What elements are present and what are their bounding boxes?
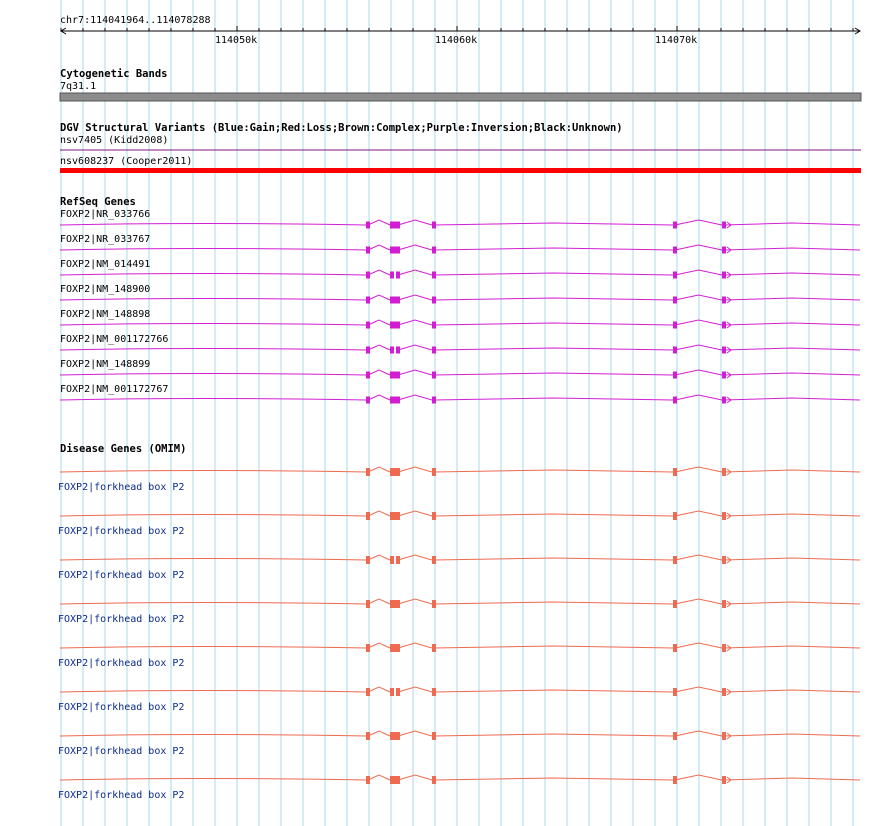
refseq-exon — [432, 272, 436, 279]
omim-gene-label[interactable]: FOXP2|forkhead box P2 — [58, 614, 185, 625]
omim-intron-line — [60, 511, 860, 516]
omim-exon — [390, 556, 394, 564]
omim-exon — [366, 556, 370, 564]
omim-exon — [390, 512, 393, 520]
omim-gene-model — [60, 511, 860, 520]
omim-intron-line — [60, 643, 860, 648]
omim-gene-label[interactable]: FOXP2|forkhead box P2 — [58, 570, 185, 581]
dgv-track-title: DGV Structural Variants (Blue:Gain;Red:Loss;Brown:Complex;Purple:Inversion;Black:Unknown) — [60, 122, 623, 134]
omim-exon — [393, 512, 396, 520]
refseq-exon — [396, 372, 400, 379]
omim-exon — [673, 776, 677, 784]
refseq-exon — [390, 322, 393, 329]
omim-exon — [432, 732, 436, 740]
omim-gene-model — [60, 643, 860, 652]
refseq-exon — [673, 247, 677, 254]
ruler-tick-label: 114060k — [435, 35, 478, 46]
omim-exon — [390, 776, 393, 784]
omim-exon — [390, 644, 393, 652]
refseq-exon — [673, 347, 677, 354]
cytoband-bar — [60, 93, 861, 101]
omim-exon — [673, 468, 677, 476]
refseq-exon — [393, 222, 396, 229]
omim-exon — [432, 688, 436, 696]
omim-exon — [396, 688, 400, 696]
omim-exon — [673, 512, 677, 520]
refseq-exon — [366, 222, 370, 229]
omim-exon — [673, 556, 677, 564]
omim-exon — [432, 512, 436, 520]
refseq-exon — [390, 247, 393, 254]
refseq-exon — [722, 222, 726, 229]
refseq-exon — [396, 397, 400, 404]
refseq-gene-label[interactable]: FOXP2|NM_001172766 — [60, 334, 169, 345]
refseq-exon — [390, 272, 394, 279]
omim-exon — [366, 644, 370, 652]
omim-exon — [432, 600, 436, 608]
refseq-exon — [366, 297, 370, 304]
omim-exon — [396, 556, 400, 564]
omim-track-title: Disease Genes (OMIM) — [60, 443, 187, 455]
omim-exon — [390, 600, 393, 608]
omim-exon — [722, 512, 726, 520]
cytoband-track-title: Cytogenetic Bands — [60, 68, 168, 80]
omim-gene-model — [60, 775, 860, 784]
refseq-exon — [390, 347, 394, 354]
refseq-exon — [393, 372, 396, 379]
refseq-exon — [396, 222, 400, 229]
refseq-exon — [396, 272, 400, 279]
refseq-gene-model — [60, 220, 860, 229]
omim-exon — [432, 776, 436, 784]
refseq-gene-label[interactable]: FOXP2|NR_033766 — [60, 209, 151, 220]
omim-exon — [396, 512, 400, 520]
refseq-exon — [432, 297, 436, 304]
omim-exon — [432, 468, 436, 476]
region-label: chr7:114041964..114078288 — [60, 15, 211, 26]
refseq-intron-line — [60, 270, 860, 275]
refseq-gene-label[interactable]: FOXP2|NM_014491 — [60, 259, 151, 270]
refseq-intron-line — [60, 370, 860, 375]
ruler-tick-label: 114050k — [215, 35, 258, 46]
omim-gene-label[interactable]: FOXP2|forkhead box P2 — [58, 746, 185, 757]
cytoband-label: 7q31.1 — [60, 81, 97, 92]
refseq-exon — [390, 372, 393, 379]
refseq-exon — [722, 247, 726, 254]
omim-exon — [673, 644, 677, 652]
refseq-exon — [366, 397, 370, 404]
omim-exon — [722, 688, 726, 696]
refseq-exon — [366, 347, 370, 354]
omim-intron-line — [60, 731, 860, 736]
refseq-gene-model — [60, 295, 860, 304]
refseq-exon — [393, 297, 396, 304]
refseq-gene-model — [60, 345, 860, 354]
omim-exon — [673, 600, 677, 608]
refseq-exon — [722, 272, 726, 279]
refseq-exon — [393, 397, 396, 404]
omim-exon — [393, 776, 396, 784]
refseq-gene-label[interactable]: FOXP2|NR_033767 — [60, 234, 151, 245]
refseq-exon — [673, 297, 677, 304]
omim-exon — [722, 556, 726, 564]
refseq-gene-label[interactable]: FOXP2|NM_148900 — [60, 284, 151, 295]
refseq-exon — [722, 322, 726, 329]
refseq-exon — [390, 397, 393, 404]
refseq-exon — [366, 247, 370, 254]
refseq-exon — [366, 322, 370, 329]
refseq-exon — [393, 247, 396, 254]
omim-intron-line — [60, 555, 860, 560]
refseq-exon — [673, 222, 677, 229]
omim-gene-label[interactable]: FOXP2|forkhead box P2 — [58, 526, 185, 537]
omim-intron-line — [60, 599, 860, 604]
omim-exon — [393, 732, 396, 740]
refseq-gene-label[interactable]: FOXP2|NM_001172767 — [60, 384, 169, 395]
omim-intron-line — [60, 687, 860, 692]
refseq-exon — [432, 322, 436, 329]
refseq-gene-label[interactable]: FOXP2|NM_148898 — [60, 309, 151, 320]
refseq-exon — [396, 297, 400, 304]
omim-exon — [396, 468, 400, 476]
refseq-exon — [673, 397, 677, 404]
omim-gene-model — [60, 687, 860, 696]
omim-gene-label[interactable]: FOXP2|forkhead box P2 — [58, 702, 185, 713]
refseq-exon — [722, 397, 726, 404]
refseq-track-title: RefSeq Genes — [60, 196, 136, 208]
omim-exon — [393, 468, 396, 476]
omim-gene-model — [60, 731, 860, 740]
refseq-exon — [673, 322, 677, 329]
omim-exon — [366, 468, 370, 476]
refseq-exon — [673, 272, 677, 279]
omim-exon — [432, 644, 436, 652]
omim-exon — [393, 600, 396, 608]
omim-gene-model — [60, 555, 860, 564]
omim-exon — [673, 732, 677, 740]
omim-gene-model — [60, 467, 860, 476]
omim-exon — [366, 688, 370, 696]
refseq-intron-line — [60, 345, 860, 350]
omim-exon — [396, 644, 400, 652]
omim-exon — [390, 732, 393, 740]
refseq-gene-model — [60, 245, 860, 254]
omim-exon — [396, 732, 400, 740]
omim-exon — [390, 468, 393, 476]
omim-exon — [366, 512, 370, 520]
ruler-tick-label: 114070k — [655, 35, 698, 46]
refseq-gene-model — [60, 395, 860, 404]
omim-exon — [393, 644, 396, 652]
refseq-intron-line — [60, 220, 860, 225]
omim-gene-label[interactable]: FOXP2|forkhead box P2 — [58, 482, 185, 493]
refseq-exon — [396, 347, 400, 354]
refseq-exon — [432, 397, 436, 404]
refseq-exon — [722, 347, 726, 354]
refseq-gene-model — [60, 320, 860, 329]
refseq-exon — [432, 222, 436, 229]
omim-exon — [722, 644, 726, 652]
refseq-exon — [366, 272, 370, 279]
refseq-exon — [396, 322, 400, 329]
omim-exon — [366, 776, 370, 784]
omim-exon — [673, 688, 677, 696]
omim-exon — [432, 556, 436, 564]
refseq-exon — [673, 372, 677, 379]
refseq-exon — [722, 372, 726, 379]
omim-gene-label[interactable]: FOXP2|forkhead box P2 — [58, 790, 185, 801]
refseq-gene-model — [60, 370, 860, 379]
omim-gene-label[interactable]: FOXP2|forkhead box P2 — [58, 658, 185, 669]
omim-intron-line — [60, 467, 860, 472]
refseq-exon — [432, 372, 436, 379]
omim-exon — [722, 776, 726, 784]
refseq-exon — [390, 222, 393, 229]
omim-exon — [722, 468, 726, 476]
dgv-variant-label: nsv7405 (Kidd2008) — [60, 135, 169, 146]
refseq-intron-line — [60, 395, 860, 400]
refseq-intron-line — [60, 245, 860, 250]
omim-exon — [396, 600, 400, 608]
omim-exon — [396, 776, 400, 784]
refseq-exon — [722, 297, 726, 304]
refseq-gene-model — [60, 270, 860, 279]
omim-gene-model — [60, 599, 860, 608]
omim-exon — [366, 600, 370, 608]
omim-exon — [366, 732, 370, 740]
dgv-variant-label: nsv608237 (Cooper2011) — [60, 156, 193, 167]
refseq-intron-line — [60, 320, 860, 325]
refseq-exon — [432, 347, 436, 354]
omim-exon — [722, 732, 726, 740]
refseq-exon — [366, 372, 370, 379]
omim-exon — [722, 600, 726, 608]
refseq-exon — [396, 247, 400, 254]
refseq-exon — [390, 297, 393, 304]
refseq-intron-line — [60, 295, 860, 300]
omim-intron-line — [60, 775, 860, 780]
refseq-exon — [432, 247, 436, 254]
refseq-exon — [393, 322, 396, 329]
dgv-variant-bar — [60, 168, 861, 173]
omim-exon — [390, 688, 394, 696]
refseq-gene-label[interactable]: FOXP2|NM_148899 — [60, 359, 151, 370]
